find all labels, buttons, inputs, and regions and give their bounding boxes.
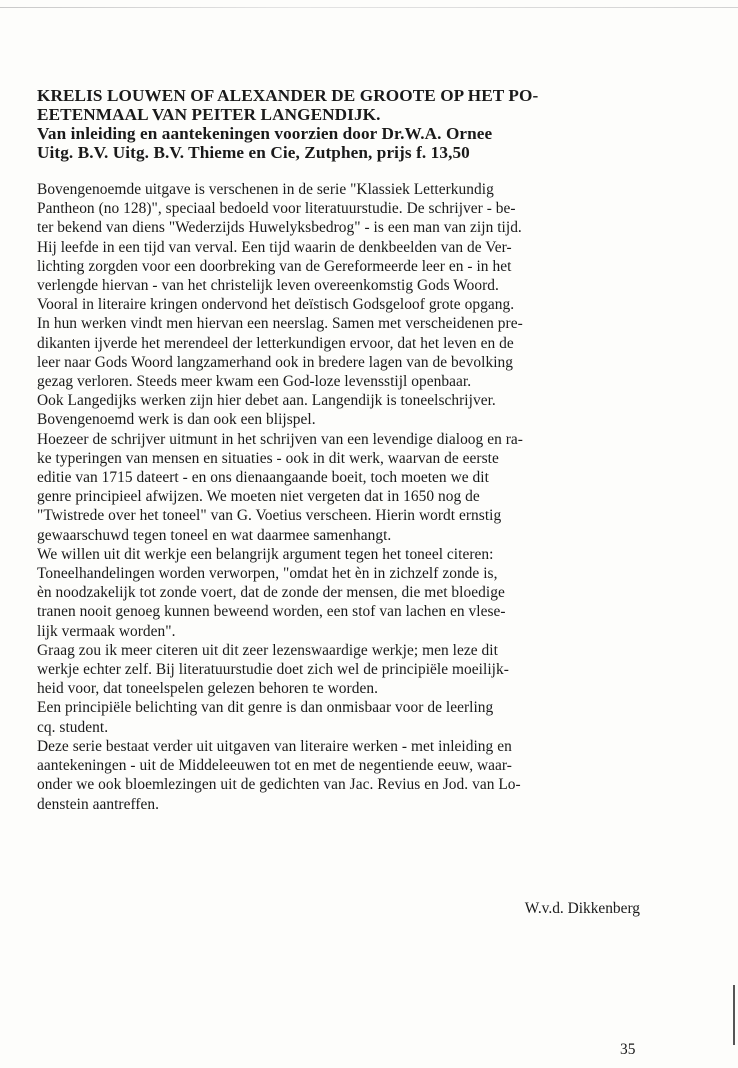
body-line: Hoezeer de schrijver uitmunt in het schrijven van een levendige dialoog en ra- bbox=[37, 430, 523, 448]
scan-edge-right bbox=[733, 985, 735, 1045]
body-line: tranen nooit genoeg kunnen beweend worden, een stof van lachen en vlese- bbox=[37, 603, 506, 621]
body-line: editie van 1715 dateert - en ons dienaangaande boeit, toch moeten we dit bbox=[37, 469, 489, 487]
body-line: heid voor, dat toneelspelen gelezen behoren te worden. bbox=[37, 680, 378, 698]
subtitle-line: Uitg. B.V. Uitg. B.V. Thieme en Cie, Zutphen, prijs f. 13,50 bbox=[37, 143, 470, 162]
page-number: 35 bbox=[620, 1041, 636, 1058]
body-line: Deze serie bestaat verder uit uitgaven van literaire werken - met inleiding en bbox=[37, 737, 512, 755]
subtitle-line: Van inleiding en aantekeningen voorzien door Dr.W.A. Ornee bbox=[37, 124, 493, 143]
body-line: "Twistrede over het toneel" van G. Voetius verscheen. Hierin wordt ernstig bbox=[37, 507, 502, 525]
body-line: Vooral in literaire kringen ondervond het deïstisch Godsgeloof grote opgang. bbox=[37, 296, 515, 314]
title-line: KRELIS LOUWEN OF ALEXANDER DE GROOTE OP HET PO- bbox=[37, 86, 539, 105]
body-line: gewaarschuwd tegen toneel en wat daarmee samenhangt. bbox=[37, 526, 392, 544]
review-heading bbox=[37, 86, 657, 162]
body-line: lichting zorgden voor een doorbreking van de Gereformeerde leer en - in het bbox=[37, 257, 512, 275]
body-line: onder we ook bloemlezingen uit de gedichten van Jac. Revius en Jod. van Lo- bbox=[37, 776, 521, 794]
body-line: Hij leefde in een tijd van verval. Een tijd waarin de denkbeelden van de Ver- bbox=[37, 238, 512, 256]
body-line: verlengde hiervan - van het christelijk leven overeenkomstig Gods Woord. bbox=[37, 277, 499, 295]
body-line: We willen uit dit werkje een belangrijk argument tegen het toneel citeren: bbox=[37, 545, 494, 563]
body-line: denstein aantreffen. bbox=[37, 795, 160, 813]
body-line: Bovengenoemde uitgave is verschenen in de serie "Klassiek Letterkundig bbox=[37, 181, 494, 198]
body-line: Pantheon (no 128)", speciaal bedoeld voor literatuurstudie. De schrijver - be- bbox=[37, 200, 516, 218]
body-line: genre principieel afwijzen. We moeten niet vergeten dat in 1650 nog de bbox=[37, 488, 480, 506]
body-line: Graag zou ik meer citeren uit dit zeer lezenswaardige werkje; men leze dit bbox=[37, 641, 498, 659]
body-line: lijk vermaak worden". bbox=[37, 622, 176, 640]
body-line: Toneelhandelingen worden verworpen, "omdat het èn in zichzelf zonde is, bbox=[37, 565, 498, 583]
body-line: aantekeningen - uit de Middeleeuwen tot en met de negentiende eeuw, waar- bbox=[37, 757, 512, 775]
body-line: ter bekend van diens "Wederzijds Huwelyksbedrog" - is een man van zijn tijd. bbox=[37, 219, 522, 237]
body-line: èn noodzakelijk tot zonde voert, dat de zonde der mensen, die met bloedige bbox=[37, 584, 505, 602]
body-line: werkje echter zelf. Bij literatuurstudie doet zich wel de principiële moeilijk- bbox=[37, 661, 509, 679]
body-line: dikanten ijverde het merendeel der letterkundigen ervoor, dat het leven en de bbox=[37, 334, 514, 352]
title-line: EETENMAAL VAN PEITER LANGENDIJK. bbox=[37, 105, 381, 124]
body-line: cq. student. bbox=[37, 718, 109, 736]
body-line: ke typeringen van mensen en situaties - ook in dit werk, waarvan de eerste bbox=[37, 449, 499, 467]
body-line: gezag verloren. Steeds meer kwam een God-loze levensstijl openbaar. bbox=[37, 373, 472, 391]
body-line: leer naar Gods Woord langzamerhand ook in bredere lagen van de bevolking bbox=[37, 353, 514, 371]
scan-edge-top bbox=[0, 7, 738, 8]
review-body bbox=[37, 180, 677, 814]
body-line: Een principiële belichting van dit genre is dan onmisbaar voor de leerling bbox=[37, 699, 494, 717]
author-signature: W.v.d. Dikkenberg bbox=[524, 900, 640, 917]
body-line: Bovengenoemd werk is dan ook een blijspel. bbox=[37, 411, 316, 429]
body-line: Ook Langedijks werken zijn hier debet aan. Langendijk is toneelschrijver. bbox=[37, 392, 496, 410]
body-line: In hun werken vindt men hiervan een neerslag. Samen met verscheidenen pre- bbox=[37, 315, 523, 333]
